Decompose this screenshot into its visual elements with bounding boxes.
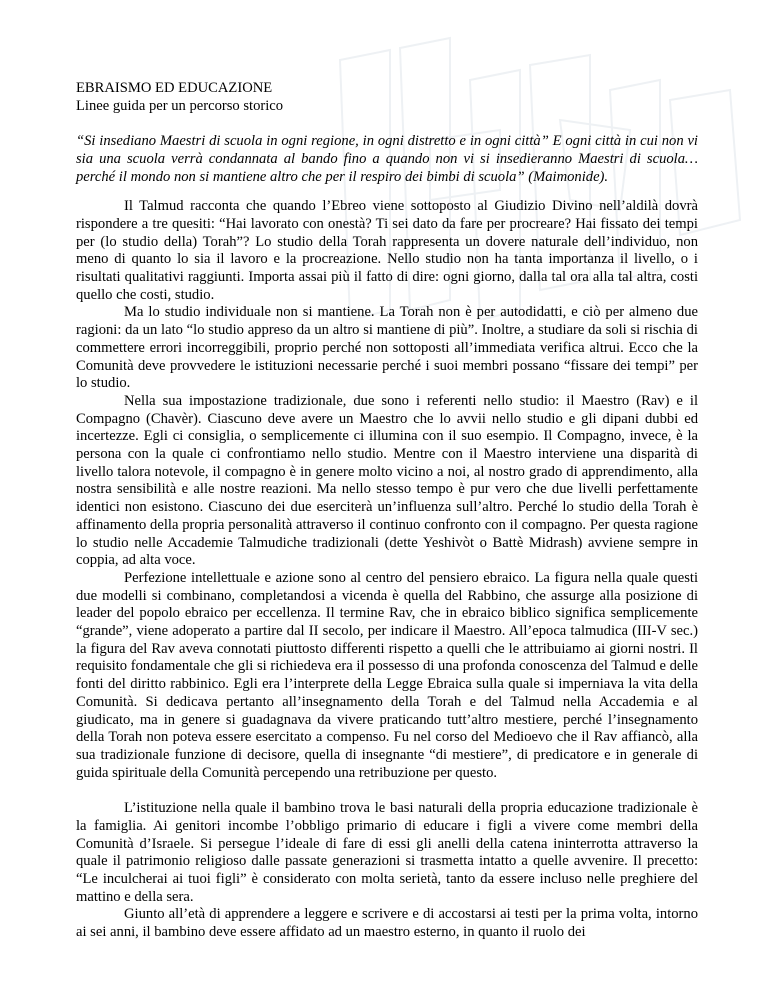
paragraph-1: Il Talmud racconta che quando l’Ebreo viene sottoposto al Giudizio Divino nell’aldilà dovrà rispondere a tre quesiti: “Hai lavorato con onestà? Ti sei dato da fare per procreare? Hai fissato dei tempi per (lo studio della) Torah”? Lo studio della Torah rappresenta un dovere naturale dell’individuo, non meno di quanto lo sia il lavoro e la procreazione. Nello studio non ha tanta importanza il livello, o i risultati qualitativi raggiunti. Importa assai più il fatto di dire: ogni giorno, dalla tal ora alla tal altra, costi quello che costi, studio. (76, 198, 698, 303)
epigraph-quote: “Si insediano Maestri di scuola in ogni regione, in ogni distretto e in ogni città” E ogni città in cui non vi sia una scuola verrà condannata al bando fino a quando non vi si insedieranno Maestri di scuola… perché il mondo non si mantiene altro che per il respiro dei bimbi di scuola” (Maimonide). (76, 133, 698, 185)
paragraph-2: Ma lo studio individuale non si mantiene. La Torah non è per autodidatti, e ciò per almeno due ragioni: da un lato “lo studio appreso da un altro si mantiene di più”. Inoltre, a studiare da soli si rischia di commettere errori incorreggibili, proprio perché non sottoposti all’immediata verifica altrui. Ecco che la Comunità deve provvedere le istituzioni necessarie perché i suoi membri possano “fissare dei tempi” per lo studio. (76, 304, 698, 392)
paragraph-6: Giunto all’età di apprendere a leggere e scrivere e di accostarsi ai testi per la prima volta, intorno ai sei anni, il bambino deve essere affidato ad un maestro esterno, in quanto il ruolo dei (76, 906, 698, 941)
document-subtitle: Linee guida per un percorso storico (76, 97, 284, 114)
title-block (76, 80, 698, 115)
paragraph-4: Perfezione intellettuale e azione sono al centro del pensiero ebraico. La figura nella quale questi due modelli si combinano, completandosi a vicenda è quella del Rabbino, che assurge alla posizione di leader del popolo ebraico per eccellenza. Il termine Rav, che in ebraico biblico significa semplicemente “grande”, viene adoperato a partire dal II secolo, per indicare il Maestro. All’epoca talmudica (III-V sec.) la figura del Rav aveva connotati piuttosto differenti rispetto a quelli che le attribuiamo ai giorni nostri. Il requisito fondamentale che gli si richiedeva era il possesso di una profonda conoscenza del Talmud e delle fonti del diritto rabbinico. Egli era l’interprete della Legge Ebraica sulla quale si imperniava la vita della Comunità. Si dedicava pertanto all’insegnamento della Torah e del Talmud nella Accademia e al giudicato, ma in genere si guadagnava da vivere praticando tutt’altro mestiere, perché l’insegnamento della Torah non poteva essere esercitato a compenso. Fu nel corso del Medioevo che il Rav affiancò, alla sua tradizionale funzione di decisore, quella di insegnante “di mestiere”, di predicatore e in generale di guida spirituale della Comunità percependo una retribuzione per questo. (76, 569, 698, 781)
document-page (76, 80, 698, 942)
paragraph-5: L’istituzione nella quale il bambino trova le basi naturali della propria educazione tradizionale è la famiglia. Ai genitori incombe l’obbligo primario di educare i figli a vivere come membri della Comunità d’Israele. Si persegue l’ideale di fare di essi gli anelli della catena ininterrotta attraverso la quale il patrimonio religioso dalle passate generazioni si trasmetta intatto a quelle avvenire. Il precetto: “Le inculcherai ai tuoi figli” è considerato con molta serietà, tanto da essere incluso nelle preghiere del mattino e della sera. (76, 800, 698, 905)
document-title: EBRAISMO ED EDUCAZIONE (76, 80, 273, 96)
paragraph-3: Nella sua impostazione tradizionale, due sono i referenti nello studio: il Maestro (Rav) e il Compagno (Chavèr). Ciascuno deve avere un Maestro che lo avvii nello studio e gli dipani dubbi ed incertezze. Egli ci consiglia, o semplicemente ci illumina con il suo esempio. Il Compagno, invece, è la persona con la quale ci confrontiamo nello studio. Mentre con il Maestro interviene una disparità di livello talora notevole, il compagno è in genere molto vicino a noi, al nostro grado di apprendimento, alla nostra sensibilità e alle nostre reazioni. Ma nello stesso tempo è pur vero che due livelli perfettamente identici non esistono. Ciascuno dei due eserciterà un’influenza sull’altro. Perché lo studio della Torah è affinamento della propria personalità attraverso il continuo confronto con il compagno. Per questa ragione lo studio nelle Accademie Talmudiche tradizionali (dette Yeshivòt o Battè Midrash) avviene sempre in coppia, ad alta voce. (76, 392, 698, 569)
